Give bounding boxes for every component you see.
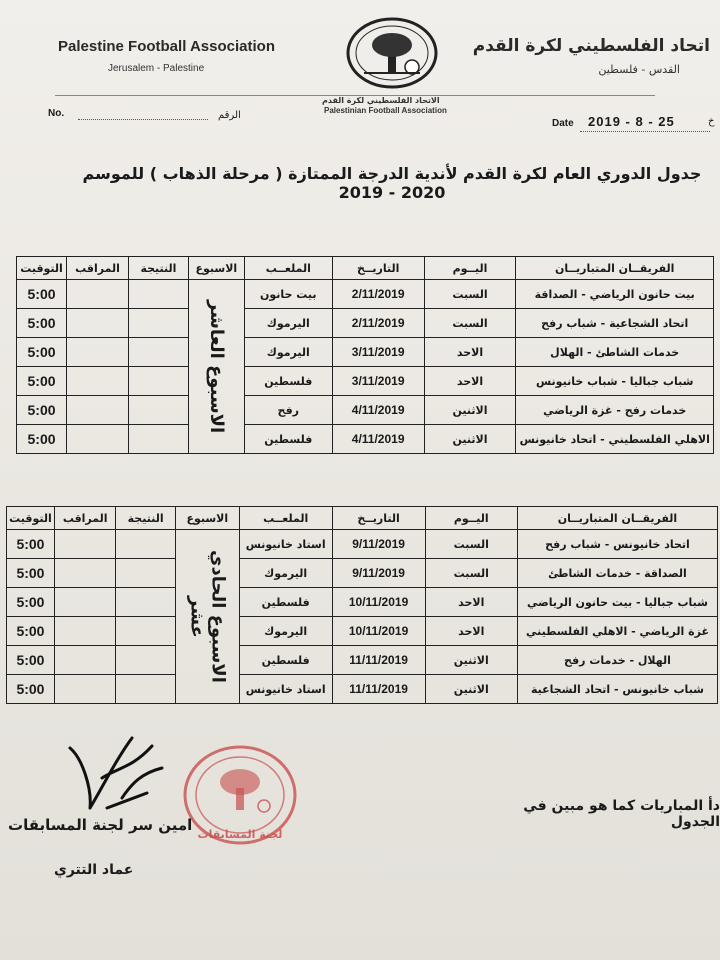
result-cell — [128, 309, 188, 338]
time-cell: 5:00 — [17, 309, 67, 338]
table-row — [7, 559, 718, 588]
table-row — [7, 646, 718, 675]
observer-cell — [67, 309, 129, 338]
time-cell: 5:00 — [7, 646, 55, 675]
venue-cell: اليرموك — [239, 559, 332, 588]
table-row — [17, 338, 714, 367]
day-cell: الاحد — [424, 338, 516, 367]
logo-caption-ar: الاتحاد الفلسطيني لكرة القدم — [322, 96, 440, 105]
result-cell — [128, 367, 188, 396]
table-row — [17, 425, 714, 454]
venue-cell: بيت حانون — [244, 280, 332, 309]
col-observer: المراقب — [67, 257, 129, 280]
date-cell: 3/11/2019 — [332, 338, 424, 367]
result-cell — [128, 280, 188, 309]
col-week: الاسبوع — [175, 507, 239, 530]
date-cell: 10/11/2019 — [332, 588, 425, 617]
result-cell — [128, 396, 188, 425]
day-cell: الاثنين — [424, 425, 516, 454]
schedule-table-week11 — [6, 506, 718, 704]
col-date: التاريــخ — [332, 257, 424, 280]
teams-cell: الصداقة - خدمات الشاطئ — [517, 559, 717, 588]
venue-cell: اليرموك — [244, 309, 332, 338]
time-cell: 5:00 — [17, 280, 67, 309]
venue-cell: فلسطين — [244, 425, 332, 454]
time-cell: 5:00 — [7, 559, 55, 588]
stamp-text: لجنة المسابقات — [197, 828, 283, 841]
result-cell — [116, 646, 175, 675]
header-divider — [55, 95, 655, 96]
time-cell: 5:00 — [7, 530, 55, 559]
table-row — [17, 367, 714, 396]
time-cell: 5:00 — [17, 396, 67, 425]
ref-no-label-ar: الرقم — [218, 110, 241, 121]
result-cell — [116, 675, 175, 704]
col-teams: الفريقــان المتباريــان — [517, 507, 717, 530]
venue-cell: فلسطين — [239, 646, 332, 675]
observer-cell — [67, 425, 129, 454]
observer-cell — [54, 617, 116, 646]
footer-note: دأ المباريات كما هو مبين في الجدول — [523, 798, 720, 830]
org-name-ar: اتحاد الفلسطيني لكرة القدم — [472, 36, 710, 56]
time-cell: 5:00 — [17, 367, 67, 396]
venue-cell: فلسطين — [239, 588, 332, 617]
date-cell: 9/11/2019 — [332, 530, 425, 559]
week-label-cell: الاسبوع العاشر — [188, 280, 244, 454]
result-cell — [116, 530, 175, 559]
day-cell: الاحد — [425, 588, 517, 617]
col-result: النتيجة — [128, 257, 188, 280]
date-cell: 4/11/2019 — [332, 396, 424, 425]
table-row — [17, 280, 714, 309]
page-title: جدول الدوري العام لكرة القدم لأندية الدرجة الممتازة ( مرحلة الذهاب ) للموسم 2020 - 2019 — [82, 164, 702, 202]
col-time: التوقيت — [17, 257, 67, 280]
day-cell: السبت — [425, 559, 517, 588]
date-cell: 3/11/2019 — [332, 367, 424, 396]
table-row — [17, 396, 714, 425]
observer-cell — [67, 367, 129, 396]
result-cell — [116, 617, 175, 646]
teams-cell: الاهلي الفلسطيني - اتحاد خانيونس — [516, 425, 714, 454]
col-venue: الملعــب — [244, 257, 332, 280]
teams-cell: اتحاد خانيونس - شباب رفح — [517, 530, 717, 559]
time-cell: 5:00 — [17, 425, 67, 454]
venue-cell: اليرموك — [244, 338, 332, 367]
time-cell: 5:00 — [7, 617, 55, 646]
col-week: الاسبوع — [188, 257, 244, 280]
observer-cell — [54, 588, 116, 617]
teams-cell: خدمات رفح - غزة الرياضي — [516, 396, 714, 425]
day-cell: السبت — [424, 280, 516, 309]
day-cell: السبت — [425, 530, 517, 559]
date-label-ar: خ — [708, 116, 715, 127]
day-cell: الاثنين — [424, 396, 516, 425]
venue-cell: اليرموك — [239, 617, 332, 646]
table-row — [17, 309, 714, 338]
teams-cell: شباب جباليا - بيت حانون الرياضي — [517, 588, 717, 617]
result-cell — [128, 338, 188, 367]
col-result: النتيجة — [116, 507, 175, 530]
committee-stamp — [180, 740, 300, 855]
teams-cell: الهلال - خدمات رفح — [517, 646, 717, 675]
result-cell — [128, 425, 188, 454]
week-label-cell: الاسبوع الحادي عشر — [175, 530, 239, 704]
org-city-ar: القدس - فلسطين — [598, 63, 680, 76]
signer-name: عماد التتري — [54, 862, 134, 878]
observer-cell — [67, 338, 129, 367]
venue-cell: استاد خانيونس — [239, 530, 332, 559]
time-cell: 5:00 — [7, 675, 55, 704]
observer-cell — [67, 280, 129, 309]
teams-cell: اتحاد الشجاعية - شباب رفح — [516, 309, 714, 338]
col-date: التاريــخ — [332, 507, 425, 530]
venue-cell: رفح — [244, 396, 332, 425]
venue-cell: فلسطين — [244, 367, 332, 396]
observer-cell — [54, 675, 116, 704]
venue-cell: استاد خانيونس — [239, 675, 332, 704]
schedule-table-week10 — [16, 256, 714, 454]
table-header-row — [7, 507, 718, 530]
day-cell: الاحد — [425, 617, 517, 646]
date-cell: 11/11/2019 — [332, 646, 425, 675]
time-cell: 5:00 — [7, 588, 55, 617]
time-cell: 5:00 — [17, 338, 67, 367]
teams-cell: خدمات الشاطئ - الهلال — [516, 338, 714, 367]
date-cell: 11/11/2019 — [332, 675, 425, 704]
date-cell: 9/11/2019 — [332, 559, 425, 588]
teams-cell: شباب خانيونس - اتحاد الشجاعية — [517, 675, 717, 704]
signer-title: امين سر لجنة المسابقات — [8, 816, 193, 834]
observer-cell — [54, 646, 116, 675]
table-header-row — [17, 257, 714, 280]
org-name-en: Palestine Football Association — [58, 38, 275, 55]
date-value: 2019 - 8 - 25 — [588, 114, 675, 129]
date-cell: 2/11/2019 — [332, 309, 424, 338]
col-day: اليــوم — [424, 257, 516, 280]
result-cell — [116, 559, 175, 588]
day-cell: الاثنين — [425, 675, 517, 704]
col-teams: الفريقــان المتباريــان — [516, 257, 714, 280]
day-cell: السبت — [424, 309, 516, 338]
date-line — [580, 131, 710, 132]
col-time: التوقيت — [7, 507, 55, 530]
teams-cell: بيت حانون الرياضي - الصداقة — [516, 280, 714, 309]
teams-cell: غزة الرياضي - الاهلي الفلسطيني — [517, 617, 717, 646]
date-cell: 4/11/2019 — [332, 425, 424, 454]
pfa-logo — [342, 15, 442, 95]
col-day: اليــوم — [425, 507, 517, 530]
table-row — [7, 588, 718, 617]
date-label: Date — [552, 118, 574, 129]
table-row — [7, 617, 718, 646]
org-city-en: Jerusalem - Palestine — [108, 63, 205, 74]
logo-caption-en: Palestinian Football Association — [324, 106, 447, 115]
date-cell: 2/11/2019 — [332, 280, 424, 309]
date-cell: 10/11/2019 — [332, 617, 425, 646]
observer-cell — [54, 530, 116, 559]
ref-no-line — [78, 119, 208, 120]
observer-cell — [67, 396, 129, 425]
ref-no-label: No. — [48, 108, 65, 119]
table-row — [7, 675, 718, 704]
day-cell: الاثنين — [425, 646, 517, 675]
col-venue: الملعــب — [239, 507, 332, 530]
result-cell — [116, 588, 175, 617]
day-cell: الاحد — [424, 367, 516, 396]
table-row — [7, 530, 718, 559]
teams-cell: شباب جباليا - شباب خانيونس — [516, 367, 714, 396]
handwritten-signature — [62, 728, 172, 818]
observer-cell — [54, 559, 116, 588]
col-observer: المراقب — [54, 507, 116, 530]
